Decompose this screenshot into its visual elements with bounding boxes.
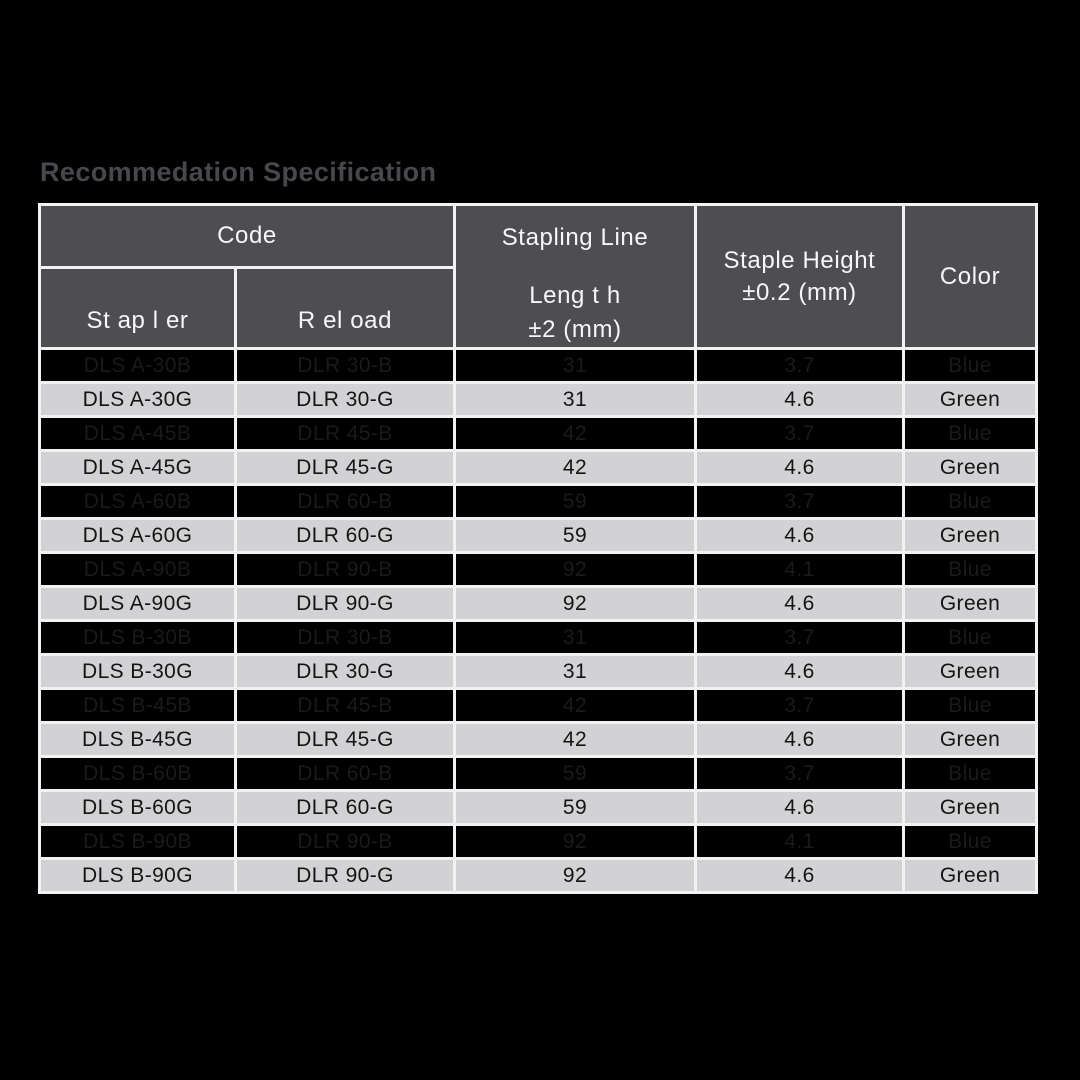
table-row bbox=[41, 826, 1035, 857]
table-row bbox=[41, 520, 1035, 551]
cell-color: Green bbox=[905, 792, 1035, 823]
cell-reload-code: DLR 60-B bbox=[237, 758, 453, 789]
table-row bbox=[41, 486, 1035, 517]
cell-reload-code: DLR 60-G bbox=[237, 792, 453, 823]
cell-stapling-line-length: 92 bbox=[456, 588, 694, 619]
cell-stapler-code: DLS A-60G bbox=[41, 520, 234, 551]
cell-color: Green bbox=[905, 384, 1035, 415]
cell-reload-code: DLR 60-G bbox=[237, 520, 453, 551]
cell-staple-height: 4.6 bbox=[697, 452, 902, 483]
header-staple-height-tolerance: ±0.2 (mm) bbox=[742, 278, 857, 306]
cell-staple-height: 3.7 bbox=[697, 418, 902, 449]
cell-stapling-line-length: 59 bbox=[456, 486, 694, 517]
cell-reload-code: DLR 90-G bbox=[237, 860, 453, 891]
cell-color: Green bbox=[905, 520, 1035, 551]
table-body bbox=[41, 350, 1035, 891]
cell-staple-height: 3.7 bbox=[697, 758, 902, 789]
cell-color: Blue bbox=[905, 554, 1035, 585]
cell-staple-height: 4.6 bbox=[697, 520, 902, 551]
cell-reload-code: DLR 45-B bbox=[237, 418, 453, 449]
table-row bbox=[41, 792, 1035, 823]
cell-stapler-code: DLS A-60B bbox=[41, 486, 234, 517]
cell-color: Green bbox=[905, 860, 1035, 891]
cell-reload-code: DLR 90-B bbox=[237, 826, 453, 857]
table-row bbox=[41, 724, 1035, 755]
table-row bbox=[41, 656, 1035, 687]
table-row bbox=[41, 690, 1035, 721]
table-row bbox=[41, 554, 1035, 585]
cell-stapler-code: DLS B-30B bbox=[41, 622, 234, 653]
table-row bbox=[41, 452, 1035, 483]
table-row bbox=[41, 350, 1035, 381]
cell-reload-code: DLR 45-G bbox=[237, 452, 453, 483]
cell-color: Blue bbox=[905, 826, 1035, 857]
header-stapler: St ap l er bbox=[41, 269, 234, 347]
cell-stapling-line-length: 31 bbox=[456, 350, 694, 381]
cell-reload-code: DLR 30-B bbox=[237, 350, 453, 381]
cell-stapling-line-length: 59 bbox=[456, 792, 694, 823]
cell-staple-height: 3.7 bbox=[697, 350, 902, 381]
table-row bbox=[41, 758, 1035, 789]
cell-reload-code: DLR 90-B bbox=[237, 554, 453, 585]
cell-stapler-code: DLS A-45G bbox=[41, 452, 234, 483]
cell-stapling-line-length: 31 bbox=[456, 384, 694, 415]
cell-stapling-line-length: 59 bbox=[456, 758, 694, 789]
table-row bbox=[41, 418, 1035, 449]
cell-color: Blue bbox=[905, 418, 1035, 449]
cell-stapler-code: DLS B-90B bbox=[41, 826, 234, 857]
cell-stapler-code: DLS B-45G bbox=[41, 724, 234, 755]
table-row bbox=[41, 588, 1035, 619]
header-code: Code bbox=[41, 206, 453, 266]
cell-staple-height: 4.6 bbox=[697, 792, 902, 823]
cell-stapler-code: DLS B-30G bbox=[41, 656, 234, 687]
specification-table bbox=[38, 203, 1038, 894]
cell-stapler-code: DLS B-90G bbox=[41, 860, 234, 891]
cell-staple-height: 4.1 bbox=[697, 826, 902, 857]
cell-staple-height: 4.1 bbox=[697, 554, 902, 585]
cell-stapling-line-length: 42 bbox=[456, 724, 694, 755]
cell-staple-height: 4.6 bbox=[697, 860, 902, 891]
header-staple-height bbox=[697, 206, 902, 347]
cell-stapler-code: DLS A-45B bbox=[41, 418, 234, 449]
cell-color: Blue bbox=[905, 690, 1035, 721]
cell-color: Green bbox=[905, 588, 1035, 619]
cell-stapler-code: DLS A-30B bbox=[41, 350, 234, 381]
header-length-tolerance: ±2 (mm) bbox=[528, 316, 622, 343]
table-row bbox=[41, 384, 1035, 415]
cell-reload-code: DLR 30-G bbox=[237, 384, 453, 415]
cell-color: Blue bbox=[905, 350, 1035, 381]
header-staple-height-label: Staple Height bbox=[723, 246, 876, 274]
cell-stapling-line-length: 42 bbox=[456, 418, 694, 449]
cell-staple-height: 4.6 bbox=[697, 588, 902, 619]
cell-stapling-line-length: 31 bbox=[456, 656, 694, 687]
cell-stapling-line-length: 42 bbox=[456, 690, 694, 721]
cell-reload-code: DLR 30-G bbox=[237, 656, 453, 687]
cell-reload-code: DLR 45-B bbox=[237, 690, 453, 721]
table-row bbox=[41, 622, 1035, 653]
header-color: Color bbox=[905, 206, 1035, 347]
cell-reload-code: DLR 45-G bbox=[237, 724, 453, 755]
cell-stapler-code: DLS B-60B bbox=[41, 758, 234, 789]
header-stapling-line bbox=[456, 206, 694, 347]
cell-stapling-line-length: 92 bbox=[456, 860, 694, 891]
cell-color: Blue bbox=[905, 758, 1035, 789]
cell-stapler-code: DLS B-60G bbox=[41, 792, 234, 823]
cell-reload-code: DLR 30-B bbox=[237, 622, 453, 653]
page-title: Recommedation Specification bbox=[40, 157, 437, 187]
cell-staple-height: 4.6 bbox=[697, 384, 902, 415]
header-length-label: Leng t h bbox=[529, 282, 621, 309]
cell-staple-height: 4.6 bbox=[697, 656, 902, 687]
cell-staple-height: 3.7 bbox=[697, 690, 902, 721]
cell-stapler-code: DLS A-30G bbox=[41, 384, 234, 415]
cell-staple-height: 4.6 bbox=[697, 724, 902, 755]
cell-color: Green bbox=[905, 724, 1035, 755]
cell-color: Blue bbox=[905, 486, 1035, 517]
cell-reload-code: DLR 90-G bbox=[237, 588, 453, 619]
cell-color: Green bbox=[905, 452, 1035, 483]
cell-stapler-code: DLS A-90B bbox=[41, 554, 234, 585]
cell-stapling-line-length: 59 bbox=[456, 520, 694, 551]
cell-stapling-line-length: 92 bbox=[456, 554, 694, 585]
cell-stapling-line-length: 31 bbox=[456, 622, 694, 653]
cell-stapler-code: DLS B-45B bbox=[41, 690, 234, 721]
cell-stapler-code: DLS A-90G bbox=[41, 588, 234, 619]
cell-staple-height: 3.7 bbox=[697, 486, 902, 517]
cell-color: Green bbox=[905, 656, 1035, 687]
table-header bbox=[41, 206, 1035, 347]
header-reload: R el oad bbox=[237, 269, 453, 347]
cell-stapling-line-length: 42 bbox=[456, 452, 694, 483]
cell-color: Blue bbox=[905, 622, 1035, 653]
table-row bbox=[41, 860, 1035, 891]
cell-reload-code: DLR 60-B bbox=[237, 486, 453, 517]
header-stapling-line-label: Stapling Line bbox=[501, 224, 649, 251]
cell-staple-height: 3.7 bbox=[697, 622, 902, 653]
cell-stapling-line-length: 92 bbox=[456, 826, 694, 857]
